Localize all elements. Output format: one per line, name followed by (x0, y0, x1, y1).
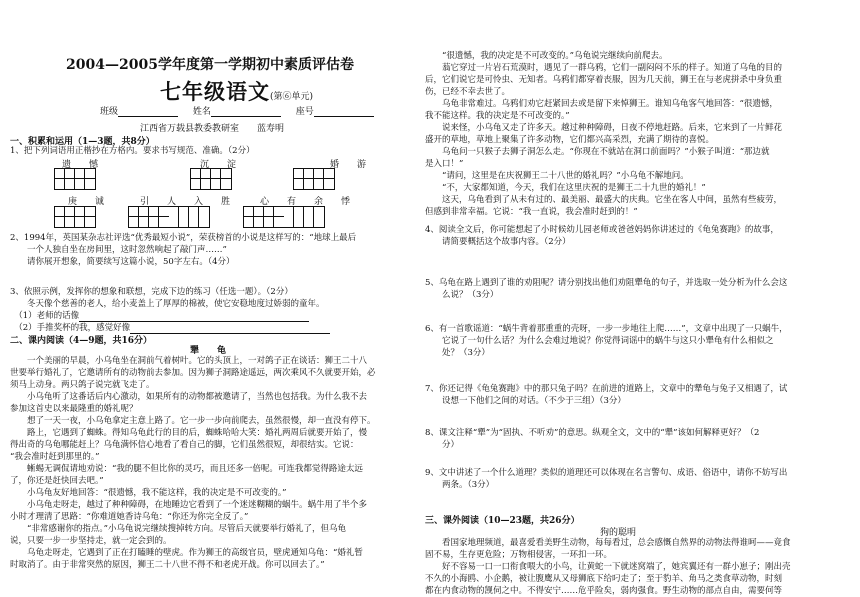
text-line: 不久的小海鸥、小企鹅，被让腹鹰从又母狮底下给叼走了；至于豹羊、角马之类食草动物，时刻 (425, 574, 783, 584)
q1-text: 1、把下列词语用正楷抄在方格内。要求书写规范、准确。（2分） (10, 146, 255, 156)
subject-title: 七年级语文(第⑥单元) (160, 79, 314, 104)
text-line: 看国家地理频道，最喜爱看美野生动物，每每看过，总会感慨自然界的动物法得谁呵——竟食 (425, 538, 791, 548)
writing-grid-5[interactable] (128, 206, 210, 228)
story-continued (425, 50, 857, 218)
class-field[interactable] (118, 106, 178, 117)
q3-blank2[interactable] (130, 324, 330, 334)
text-line: 须马上动身。两只鸽子说完就飞走了。 (10, 380, 155, 390)
q2-line2: 一个人独自坐在房间里，这时忽然响起了敲门声……” (10, 245, 227, 255)
text-line: 说来怪，小乌龟又走了许多天。越过种种障碍，日夜不停地赶路。后来，它来到了一片鲜花 (425, 123, 783, 133)
part2-heading: 二、课内阅读（4—9题，共16分） (10, 336, 153, 346)
q5: 5、乌龟在路上遇到了谁的劝阻呢？请分别找出他们劝阻犟龟的句子，并选取一处分析为什么会这 么说？（3分） (425, 278, 788, 300)
text-line: 固不易，生存更危险；万物相侵害，一环扣一环。 (425, 550, 613, 560)
word-label-1: 遗 憾 (62, 160, 99, 170)
word-label-3: 婚 游 (330, 160, 367, 170)
text-line: 是入口！” (425, 159, 464, 169)
text-line: 路上，它遇到了蜘蛛。得知乌龟此行的目的后，蜘蛛哈哈大笑：婚礼两周后就要开始了，慢 (10, 428, 368, 438)
text-line: 时取消了。由于非常突然的原因，狮王二十八世不得不和老虎开战。你可以回去了。” (10, 560, 325, 570)
seat-field[interactable] (314, 106, 374, 117)
text-line: 想了一天一夜，小乌龟拿定主意上路了。它一步一步向前爬去，虽然很慢，却一直没有停下。 (10, 416, 376, 426)
text-line: 乌龟走呀走，它遇到了正在打瞌睡的壁虎。作为狮王的高级官员，壁虎通知乌龟：“婚礼暂 (10, 548, 363, 558)
text-line: 蜥蜴无调侃请地劝说：“我的腿不但比你的灵巧，而且还多一倍呢。可连我都觉得路途太远 (10, 464, 363, 474)
story-text (10, 355, 420, 571)
writing-grid-2[interactable] (190, 168, 232, 190)
text-line: 蓊它穿过一片岩石荒漠时，遇见了一群乌鸦，它们一副闷闷不乐的样子。知道了乌龟的目的 (425, 63, 783, 73)
name-field[interactable] (211, 106, 281, 117)
text-line: 一个美丽的早晨，小乌龟坐在洞前气着树叶。它的头顶上，一对鸽子正在谈话：狮王二十八 (10, 356, 368, 366)
story-title: 犟 龟 (190, 346, 227, 356)
word-label-6: 心 有 余 悸 (260, 197, 351, 207)
text-line: 乌龟非常难过。乌鸦们劝它赶紧回去或是留下来悼狮王。谁知乌龟客气地回答：“很遗憾， (425, 99, 778, 109)
text-line: 说，只要一步一步坚持走，就一定会到的。 (10, 536, 172, 546)
writing-grid-3[interactable] (293, 168, 335, 190)
text-line: 我不能这样。我的决定是不可改变的。” (425, 111, 570, 121)
reading-text (425, 537, 857, 597)
q9: 9、文中讲述了一个什么道理？类似的道理还可以体现在名言警句、成语、俗语中，请你不妨写出 两条。（3分） (425, 468, 788, 490)
text-line: 小乌龟友好地回答：“很遗憾，我不能这样，我的决定是不可改变的。” (10, 488, 287, 498)
q3-blank1[interactable] (79, 312, 309, 322)
unit-label: (第⑥单元) (270, 92, 314, 102)
q3-example: 冬天像个慈善的老人，给小麦盖上了厚厚的棉被，使它安稳地度过娇弱的童年。 (10, 299, 325, 309)
text-line: 好不容易一口一口衔食喂大的小鸟，让黄蛇一下就迷窝端了，她宾翼还有一群小崽子；刚出壳 (425, 562, 791, 572)
text-line: 伤，已经不幸去世了。 (425, 87, 511, 97)
text-line: 了，你还是赶快回去吧。” (10, 476, 104, 486)
text-line: 后，它们说它是可怜虫、无知者。乌鸦们都穿着丧服，因为几天前，狮王在与老虎拼杀中身负重 (425, 75, 783, 85)
q2-line3: 请你展开想象，简要续写这篇小说，50字左右。（4分） (10, 257, 235, 267)
q6: 6、有一首歌谣道：“蜗牛背着那重重的壳呀，一步一步地往上爬……”，文章中出现了一只蜗牛， 它说了一句什么话？为什么会难过地说？你觉得词谣中的蜗牛与这只小犟龟有什么相似之 处？（3分） (425, 324, 788, 358)
text-line: “很遗憾，我的决定是不可改变的。”乌龟说完继续向前爬去。 (425, 51, 668, 61)
text-line: “不，大家都知道，今天，我们在这里庆祝的是狮王二十九世的婚礼！” (425, 183, 706, 193)
q2-line1: 2、1994年，英国某杂志社评选“优秀最短小说”，荣获榜首的小说是这样写的：“地球上最后 (10, 233, 357, 243)
writing-grid-6[interactable] (243, 206, 325, 228)
text-line: 这天，乌龟看到了从未有过的、最美丽、最盛大的庆典。它坐在客人中间，虽然有些疲劳， (425, 195, 783, 205)
exam-title: 2004—2005学年度第一学期初中素质评估卷 (66, 57, 354, 73)
text-line: 都在内食动物的觊伺之中。不得安宁……危乎险矣，弱肉强食。野生动物的部点自由，需要何等 (425, 586, 783, 596)
text-line: 小时才理清了思路：“你难道她香诗乌龟：“你还为你完全反了。” (10, 512, 249, 522)
word-label-2: 沉 淀 (200, 160, 237, 170)
q7: 7、你还记得《龟兔赛跑》中的那只兔子吗？在前进的道路上，文章中的犟龟与兔子又相遇了，试 设想一下他们之间的对话。（不少于三组）（3分） (425, 384, 788, 406)
text-line: 小乌龟听了这番话后内心激动，如果所有的动物都被邀请了，当然也包括我。为什么我不去 (10, 392, 368, 402)
word-label-5: 引 人 入 胜 (140, 197, 231, 207)
student-info: 班级 姓名 座号 (100, 104, 374, 117)
author-line: 江西省万载县教委教研室 蓝寿明 (140, 124, 285, 134)
part1-heading: 一、积累和运用（1—3题，共8分） (10, 137, 155, 147)
text-line: “请问，这里是在庆祝狮王二十八世的婚礼吗？”小乌龟不解地问。 (425, 171, 689, 181)
text-line: 但感到非常幸福。它说：“我一直说，我会准时赶到的！” (425, 207, 638, 217)
text-line: 得出奇的乌龟哪能赶上？乌龟满怀信心地看了看自己的脚，它们虽然很短，却很结实。它说： (10, 440, 359, 450)
reading-title: 狗的聪明 (600, 528, 637, 538)
q3-line1: 3、依照示例，发挥你的想象和联想，完成下边的练习（任选一题）。（2分） (10, 287, 293, 297)
word-label-4: 庚 诚 (68, 197, 105, 207)
writing-grid-1[interactable] (54, 168, 96, 190)
q4: 4、阅读全文后，你可能想起了小时候幼儿园老师或爸爸妈妈你讲述过的《龟兔赛跑》的故事， 请简要概括这个故事内容。（2分） (425, 225, 779, 247)
text-line: “非常感谢你的指点。”小乌龟说完继续搜掉转方向。尽管后天就要举行婚礼了，但乌龟 (10, 524, 346, 534)
part3-heading: 三、课外阅读（10—23题，共26分） (425, 516, 580, 526)
text-line: 盛开的草地，草地上聚集了许多动物，它们都兴高采烈，充满了期待的喜悦。 (425, 135, 715, 145)
q8: 8、课文注释“犟”为“固执、不听劝”的意思。纵观全文，文中的“犟”该如何解释更好？（2 分） (425, 428, 760, 450)
writing-grid-4[interactable] (54, 206, 96, 228)
text-line: 乌龟问一只猴子去狮子洞怎么走。“你现在不就站在洞口前面吗？”小猴子叫道：“那边就 (425, 147, 770, 157)
text-line: 参加这首史以来最隆重的婚礼呢？ (10, 404, 138, 414)
text-line: 小乌龟走呀走，越过了种种障碍，在地睡边它看到了一个迷迷糊糊的蜗牛。蜗牛用了半个多 (10, 500, 368, 510)
q3-option1: （1）老师的话像 (10, 310, 309, 322)
q3-option2: （2）手推奖杯的我，感觉好像 (10, 322, 330, 334)
text-line: 世要举行婚礼了，它邀请所有的动物前去参加。因为狮子洞路途遥远，两次乘风不久就要开始，必 (10, 368, 376, 378)
text-line: “我会准时赶到那里的。” (10, 452, 100, 462)
